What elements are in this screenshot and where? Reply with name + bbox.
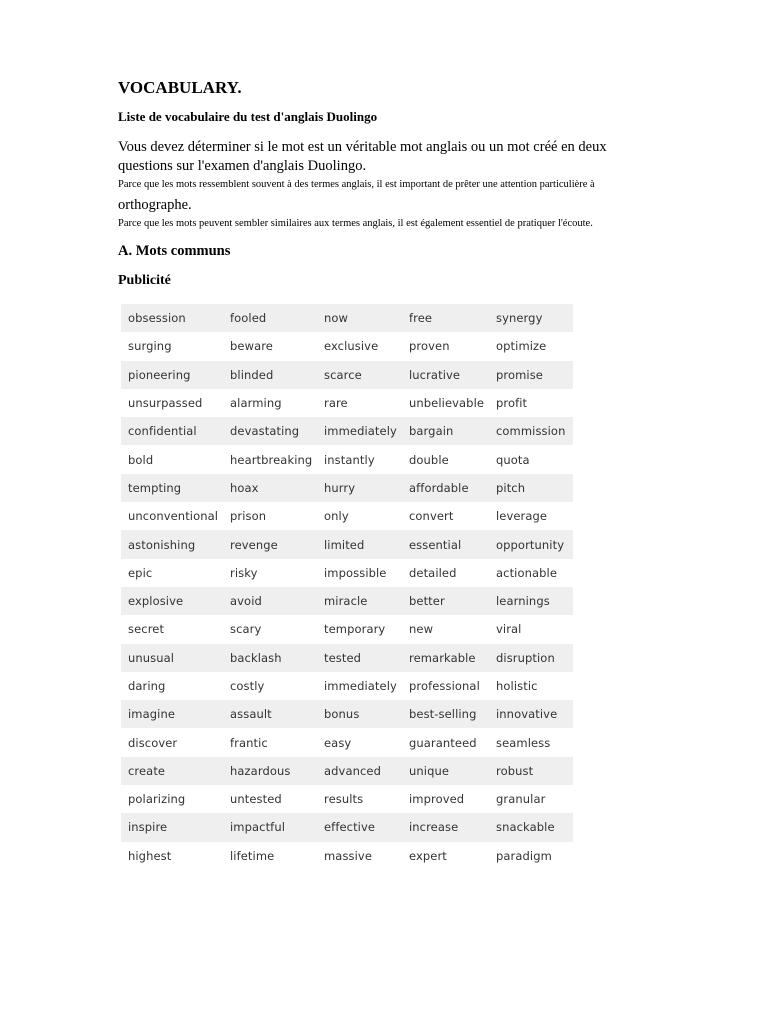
vocab-word-cell: disruption: [489, 644, 573, 672]
vocab-word-cell: alarming: [230, 396, 282, 411]
vocab-word-cell: risky: [230, 565, 258, 580]
vocab-word-cell: quota: [496, 452, 530, 467]
vocab-word-cell: blinded: [223, 361, 317, 389]
table-row: [121, 559, 573, 587]
vocab-word-cell: actionable: [496, 565, 558, 580]
document-subtitle: Liste de vocabulaire du test d'anglais Duolingo: [118, 109, 378, 124]
vocab-word-cell: bargain: [402, 417, 489, 445]
vocab-word-cell: learnings: [489, 587, 573, 615]
vocab-word-cell: new: [409, 622, 434, 637]
subsection-heading: Publicité: [118, 273, 171, 288]
vocab-word-cell: avoid: [223, 587, 317, 615]
vocab-word-cell: epic: [128, 565, 153, 580]
vocab-word-cell: devastating: [223, 417, 317, 445]
vocab-word-cell: immediately: [317, 417, 402, 445]
vocab-word-cell: tested: [317, 644, 402, 672]
vocab-word-cell: highest: [128, 848, 172, 863]
vocab-word-cell: detailed: [409, 565, 457, 580]
vocabulary-table: [121, 304, 573, 870]
vocab-word-cell: professional: [409, 679, 480, 693]
section-heading: A. Mots communs: [118, 243, 231, 259]
vocab-word-cell: effective: [317, 813, 402, 841]
vocab-word-cell: affordable: [402, 474, 489, 502]
vocab-word-cell: inspire: [121, 813, 223, 841]
vocab-word-cell: increase: [402, 813, 489, 841]
vocab-word-cell: improved: [409, 792, 465, 807]
vocab-word-cell: best-selling: [402, 700, 489, 728]
vocabulary-table-body: [121, 304, 573, 870]
vocab-word-cell: surging: [128, 339, 172, 354]
vocab-word-cell: beware: [230, 339, 273, 354]
note-spelling: Parce que les mots ressemblent souvent à des termes anglais, il est important de prêter une attention particulière à: [118, 179, 595, 190]
vocab-word-cell: guaranteed: [409, 735, 477, 750]
intro-line-2: questions sur l'examen d'anglais Duolingo.: [118, 158, 367, 174]
table-row: [121, 842, 573, 870]
vocab-word-cell: polarizing: [128, 792, 186, 807]
vocab-word-cell: hazardous: [223, 757, 317, 785]
vocab-word-cell: paradigm: [496, 848, 552, 863]
table-row: [121, 332, 573, 360]
table-row: [121, 445, 573, 473]
vocab-word-cell: proven: [409, 339, 450, 354]
vocab-word-cell: holistic: [496, 679, 538, 693]
vocab-word-cell: expert: [409, 848, 447, 863]
table-row: [121, 785, 573, 813]
table-row: [121, 615, 573, 643]
vocab-word-cell: fooled: [223, 304, 317, 332]
vocab-word-cell: only: [324, 509, 349, 524]
vocab-word-cell: exclusive: [324, 339, 379, 354]
vocab-word-cell: now: [317, 304, 402, 332]
vocab-word-cell: imagine: [121, 700, 223, 728]
vocab-word-cell: costly: [230, 679, 265, 693]
vocab-word-cell: double: [409, 452, 449, 467]
table-row: [121, 361, 573, 389]
vocab-word-cell: miracle: [317, 587, 402, 615]
vocab-word-cell: massive: [324, 848, 373, 863]
vocab-word-cell: tempting: [121, 474, 223, 502]
vocab-word-cell: heartbreaking: [230, 452, 313, 467]
vocab-word-cell: results: [324, 792, 364, 807]
vocab-word-cell: leverage: [496, 509, 548, 524]
vocab-word-cell: backlash: [223, 644, 317, 672]
vocab-word-cell: impossible: [324, 565, 387, 580]
vocab-word-cell: free: [402, 304, 489, 332]
vocab-word-cell: instantly: [324, 452, 375, 467]
table-row: [121, 417, 573, 445]
table-row: [121, 672, 573, 700]
vocab-word-cell: remarkable: [402, 644, 489, 672]
intro-line-1: Vous devez déterminer si le mot est un véritable mot anglais ou un mot créé en deux: [118, 139, 607, 155]
vocab-word-cell: profit: [496, 396, 528, 411]
vocab-word-cell: limited: [317, 530, 402, 558]
vocab-word-cell: create: [121, 757, 223, 785]
note-spelling-continuation: orthographe.: [118, 197, 192, 213]
table-row: [121, 757, 573, 785]
vocab-word-cell: advanced: [317, 757, 402, 785]
vocab-word-cell: assault: [223, 700, 317, 728]
vocab-word-cell: pioneering: [121, 361, 223, 389]
note-listening: Parce que les mots peuvent sembler similaires aux termes anglais, il est également essentiel de pratiquer l'écoute.: [118, 218, 593, 229]
vocab-word-cell: confidential: [121, 417, 223, 445]
vocab-word-cell: viral: [496, 622, 522, 637]
vocab-word-cell: opportunity: [489, 530, 573, 558]
vocab-word-cell: snackable: [489, 813, 573, 841]
vocab-word-cell: temporary: [324, 622, 386, 637]
vocab-word-cell: immediately: [324, 679, 397, 693]
vocab-word-cell: explosive: [121, 587, 223, 615]
table-row: [121, 644, 573, 672]
vocab-word-cell: convert: [409, 509, 454, 524]
vocab-word-cell: optimize: [496, 339, 547, 354]
vocab-word-cell: unbelievable: [409, 396, 485, 411]
vocab-word-cell: astonishing: [121, 530, 223, 558]
table-row: [121, 474, 573, 502]
vocab-word-cell: secret: [128, 622, 165, 637]
table-row: [121, 728, 573, 756]
vocab-word-cell: better: [402, 587, 489, 615]
vocab-word-cell: lucrative: [402, 361, 489, 389]
vocab-word-cell: prison: [230, 509, 267, 524]
vocab-word-cell: bonus: [317, 700, 402, 728]
vocab-word-cell: unconventional: [128, 509, 219, 524]
vocab-word-cell: easy: [324, 735, 352, 750]
vocab-word-cell: hurry: [317, 474, 402, 502]
vocab-word-cell: granular: [496, 792, 546, 807]
vocab-word-cell: scarce: [317, 361, 402, 389]
vocab-word-cell: innovative: [489, 700, 573, 728]
vocab-word-cell: bold: [128, 452, 154, 467]
document-title: VOCABULARY.: [118, 78, 242, 97]
vocab-word-cell: obsession: [121, 304, 223, 332]
vocab-word-cell: essential: [402, 530, 489, 558]
vocab-word-cell: rare: [324, 396, 348, 411]
vocab-word-cell: unsurpassed: [128, 396, 203, 411]
table-row: [121, 389, 573, 417]
vocab-word-cell: seamless: [496, 735, 551, 750]
vocab-word-cell: unusual: [121, 644, 223, 672]
vocab-word-cell: commission: [489, 417, 573, 445]
vocab-word-cell: impactful: [223, 813, 317, 841]
table-row: [121, 700, 573, 728]
vocab-word-cell: frantic: [230, 735, 268, 750]
table-row: [121, 304, 573, 332]
vocab-word-cell: robust: [489, 757, 573, 785]
vocab-word-cell: scary: [230, 622, 262, 637]
table-row: [121, 502, 573, 530]
vocab-word-cell: daring: [128, 679, 166, 693]
vocab-word-cell: lifetime: [230, 848, 275, 863]
vocab-word-cell: pitch: [489, 474, 573, 502]
vocab-word-cell: synergy: [489, 304, 573, 332]
vocab-word-cell: untested: [230, 792, 282, 807]
vocab-word-cell: promise: [489, 361, 573, 389]
vocab-word-cell: unique: [402, 757, 489, 785]
table-row: [121, 813, 573, 841]
vocab-word-cell: discover: [128, 735, 178, 750]
vocab-word-cell: hoax: [223, 474, 317, 502]
table-row: [121, 587, 573, 615]
vocab-word-cell: revenge: [223, 530, 317, 558]
table-row: [121, 530, 573, 558]
